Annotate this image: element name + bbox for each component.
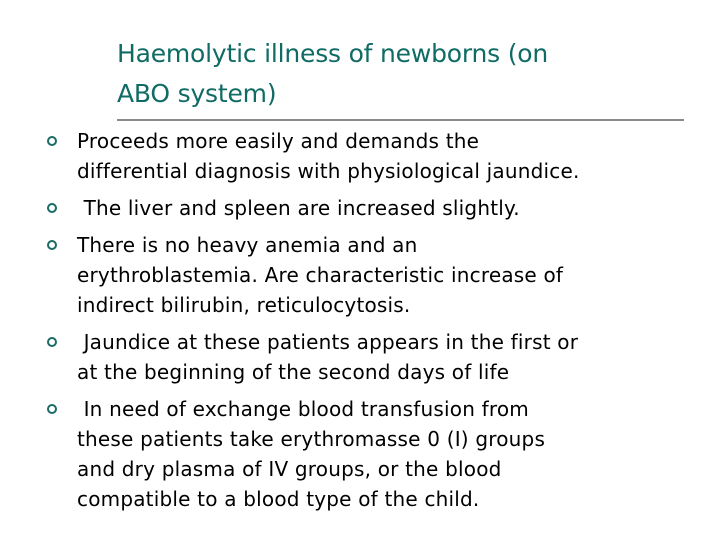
bullet-5-line-2: these patients take erythromasse 0 (I) groups: [77, 427, 546, 451]
bullet-5-line-1: In need of exchange blood transfusion from: [77, 397, 529, 421]
slide-title: [117, 34, 657, 114]
bullet-1-line-1: Proceeds more easily and demands the: [77, 129, 480, 153]
bullet-2-line-1: The liver and spleen are increased slightly.: [77, 196, 520, 220]
bullet-4-line-1: Jaundice at these patients appears in the first or: [77, 330, 579, 354]
hollow-circle-bullet-icon: [47, 240, 57, 250]
hollow-circle-bullet-icon: [47, 136, 57, 146]
slide-title-line-1: Haemolytic illness of newborns (on: [117, 39, 549, 68]
bullet-3-line-2: erythroblastemia. Are characteristic increase of: [77, 263, 564, 287]
slide-title-line-2: ABO system): [117, 79, 277, 108]
bullet-3-line-3: indirect bilirubin, reticulocytosis.: [77, 293, 411, 317]
bullet-5-line-3: and dry plasma of IV groups, or the blood: [77, 457, 502, 481]
bullet-item-4: [0, 327, 720, 387]
title-underline-divider: [117, 119, 684, 121]
bullet-list: [0, 126, 720, 521]
hollow-circle-bullet-icon: [47, 203, 57, 213]
bullet-5-line-4: compatible to a blood type of the child.: [77, 487, 480, 511]
bullet-item-3: [0, 230, 720, 320]
bullet-item-1: [0, 126, 720, 186]
hollow-circle-bullet-icon: [47, 404, 57, 414]
bullet-3-line-1: There is no heavy anemia and an: [77, 233, 418, 257]
bullet-4-line-2: at the beginning of the second days of life: [77, 360, 510, 384]
bullet-1-line-2: differential diagnosis with physiological jaundice.: [77, 159, 580, 183]
hollow-circle-bullet-icon: [47, 337, 57, 347]
bullet-item-2: [0, 193, 720, 223]
bullet-item-5: [0, 394, 720, 514]
